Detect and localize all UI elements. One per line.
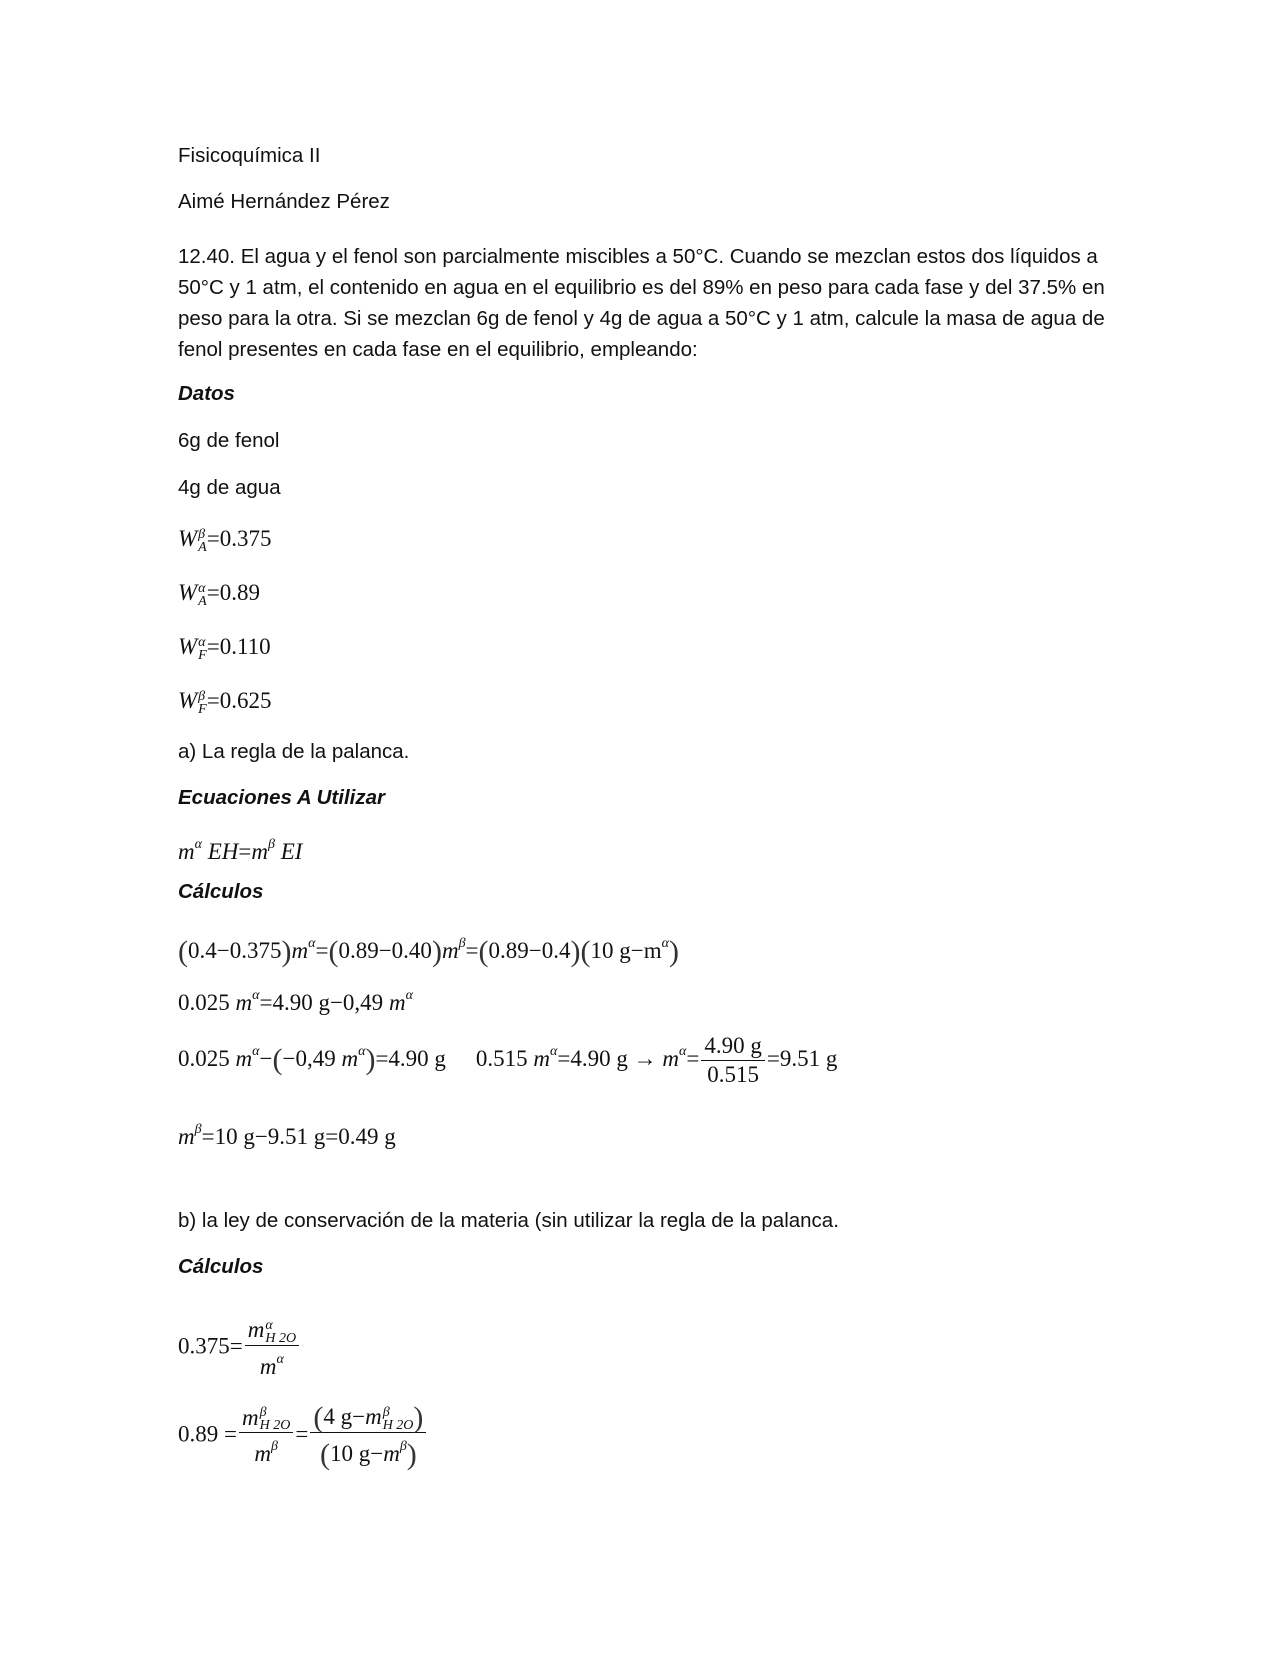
eq-sub: F <box>198 701 207 717</box>
eq-sup: β <box>399 1439 407 1454</box>
eq-sub: A <box>198 593 207 609</box>
lhs: 0.375= <box>178 1333 243 1359</box>
coef: −0,49 <box>282 1045 336 1071</box>
course-title: Fisicoquímica II <box>178 144 321 167</box>
eq-m: m <box>178 1124 195 1149</box>
paren-term: 0.89−0.40 <box>338 938 432 963</box>
rhs: =10 g−9.51 g=0.49 g <box>201 1124 396 1149</box>
eq-m: m <box>259 1353 277 1379</box>
calculos-heading-b: Cálculos <box>178 1255 264 1278</box>
eq-m: m <box>235 990 253 1015</box>
term: 10 g− <box>329 1441 384 1466</box>
eq-sup: α <box>550 1043 558 1059</box>
eq-m: m <box>441 938 459 963</box>
eq-sub: H 2O <box>382 1417 414 1433</box>
calc-line-3: 0.025 $m^\alpha-(-0,49$ $m^\alpha)=4.90$ g 0.515 $m^\alpha=4.90$ $g \to m^\alpha=$ $\frac{4.90 g}{0.515}$ =9.51 g <box>178 1033 838 1087</box>
calc-line-2 <box>178 981 413 1018</box>
eq-m: m <box>241 1404 259 1430</box>
rhs: =4.90 g → <box>557 1045 663 1071</box>
eq-sup: β <box>198 526 206 542</box>
part-b-label: b) la ley de conservación de la materia (sin utilizar la regla de la palanca. <box>178 1209 839 1232</box>
formula-1 <box>178 1316 301 1381</box>
coef: 0.515 <box>475 1045 528 1071</box>
eq-sub: H 2O <box>259 1418 291 1434</box>
eq-rhs: =0.89 <box>206 580 260 605</box>
calculos-heading-a: Cálculos <box>178 880 264 903</box>
rhs: =4.90 g <box>375 1045 446 1071</box>
fraction <box>310 1403 426 1469</box>
eq-sup: β <box>382 1404 390 1420</box>
eq-m: m <box>235 1045 253 1071</box>
paren-term: 0.4−0.375 <box>188 938 282 963</box>
datos-eq-wab <box>178 524 271 554</box>
eq-m: m <box>365 1404 382 1429</box>
fraction-numerator <box>245 1316 299 1346</box>
datos-eq-wfa <box>178 632 271 662</box>
datos-heading: Datos <box>178 382 235 405</box>
eq-sup: α <box>679 1043 687 1059</box>
fraction-denominator: (10 $g-m^\beta$) <box>319 1438 417 1471</box>
lhs: 0.89 = <box>178 1421 237 1447</box>
eq-var: W <box>178 634 198 659</box>
fraction-denominator <box>245 1346 299 1381</box>
eq-sup: β <box>194 1122 202 1137</box>
eq-m: m <box>254 1441 271 1467</box>
eq-m: m <box>251 839 269 864</box>
fraction-denominator <box>239 1433 293 1468</box>
fraction <box>245 1316 299 1381</box>
formula-2: 0.89 = m β H 2O $m^\beta$ = (4 g−m β H 2O ) (10 $g-m^\beta$) <box>178 1403 428 1469</box>
term: 4 g− <box>323 1404 366 1429</box>
eq-sub: F <box>198 647 207 663</box>
eq-m: m <box>178 839 195 864</box>
fraction-numerator <box>239 1404 293 1434</box>
paren-term: 10 g−m <box>590 938 662 963</box>
eq-sup: β <box>259 1405 267 1421</box>
eq-sup: β <box>270 1439 278 1455</box>
eq-equals: = <box>238 839 252 864</box>
eq-m: m <box>341 1045 359 1071</box>
eq-m: m <box>662 1045 680 1071</box>
fraction-denominator: 0.515 <box>707 1062 759 1087</box>
datos-agua: 4g de agua <box>178 476 281 499</box>
eq-var: W <box>178 526 198 551</box>
datos-eq-wfb <box>178 686 271 716</box>
lever-rule-equation <box>178 830 302 867</box>
eq-var: W <box>178 688 198 713</box>
eq-m: m <box>291 938 309 963</box>
datos-eq-waa <box>178 578 260 608</box>
fraction-numerator: (4 g−m β H 2O ) <box>310 1403 426 1433</box>
calc-line-1: $(0.4-0.375)m^\alpha=(0.89-0.40)m^\beta=(0.89-0.4)(10$ $g-m^\alpha$) <box>178 935 679 968</box>
fraction-numerator: 4.90 g <box>701 1032 765 1061</box>
eq-rhs: =0.110 <box>206 634 271 659</box>
datos-fenol: 6g de fenol <box>178 429 280 452</box>
eq-sub: H 2O <box>265 1330 297 1346</box>
eq-sup: α <box>276 1351 284 1367</box>
eq-sub: A <box>198 539 207 555</box>
eq-sup: α <box>194 837 202 852</box>
segment-eh: EH <box>207 839 239 864</box>
eq-sup: β <box>198 688 206 704</box>
eq-var: W <box>178 580 198 605</box>
part-a-label: a) La regla de la palanca. <box>178 740 410 763</box>
eq-sup: α <box>405 988 413 1003</box>
segment-ei: EI <box>280 839 303 864</box>
eq-rhs: =0.375 <box>206 526 272 551</box>
paren-term: 0.89−0.4 <box>488 938 571 963</box>
eq-rhs: =0.625 <box>206 688 272 713</box>
eq-m: m <box>388 990 406 1015</box>
eq-sup: α <box>198 580 206 596</box>
eq-sup: β <box>268 837 275 852</box>
problem-statement: 12.40. El agua y el fenol son parcialmente miscibles a 50°C. Cuando se mezclan estos dos líquidos a 50°C y 1 atm, el contenido en agua en el equilibrio es del 89% en peso para cada fase y del 37.5% en peso para la otra. Si se mezclan 6g de fenol y 4g de agua a 50°C y 1 atm, calcule la masa de agua de fenol presentes en cada fase en el equilibrio, empleando: <box>178 245 1105 361</box>
author-name: Aimé Hernández Pérez <box>178 190 390 213</box>
fraction <box>701 1032 765 1089</box>
coef: 0.025 <box>178 1045 230 1071</box>
eq-sup: α <box>265 1317 273 1333</box>
result: =9.51 g <box>766 1045 838 1071</box>
eq-sup: α <box>661 936 669 951</box>
eq-m: m <box>383 1441 400 1466</box>
eq-m: m <box>247 1317 265 1342</box>
rhs: =4.90 g−0,49 <box>259 990 384 1015</box>
coef: 0.025 <box>178 990 230 1015</box>
calc-line-4 <box>178 1115 396 1152</box>
eq-sup: β <box>458 936 466 951</box>
eq-sup: α <box>198 634 206 650</box>
eq-sup: α <box>252 1043 260 1059</box>
eq-sup: α <box>252 988 260 1003</box>
eq-m: m <box>533 1045 551 1071</box>
eq-sup: α <box>358 1043 366 1059</box>
equations-heading: Ecuaciones A Utilizar <box>178 786 385 809</box>
eq-sup: α <box>308 936 316 951</box>
fraction <box>239 1404 293 1469</box>
